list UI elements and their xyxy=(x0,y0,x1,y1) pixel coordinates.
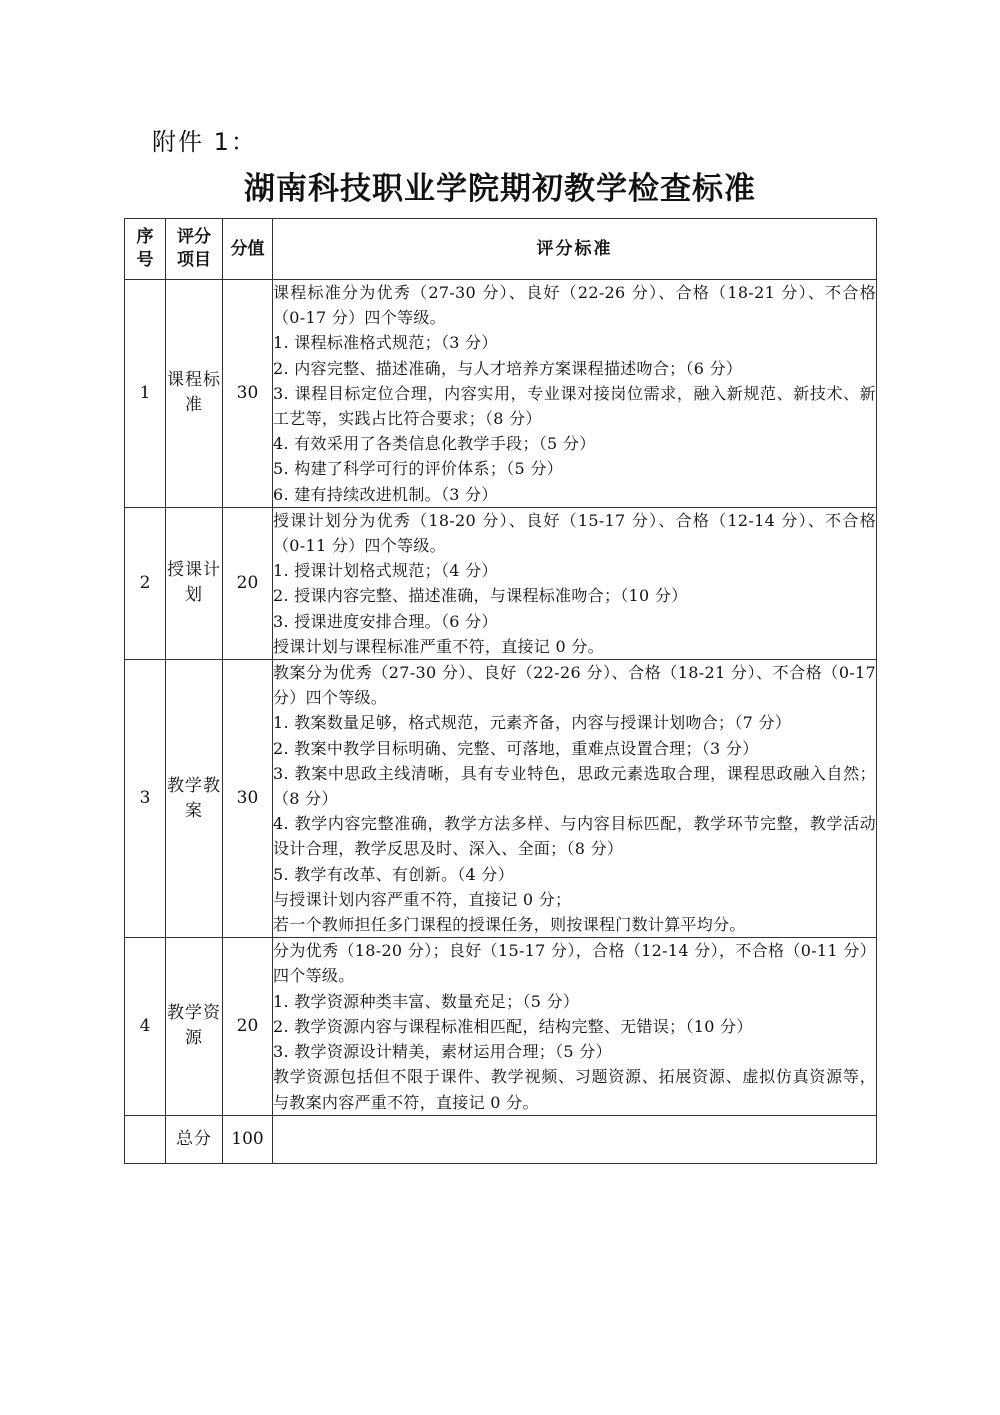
criteria-line: 1. 授课计划格式规范；（4 分） xyxy=(273,561,498,581)
criteria-line: 分为优秀（18-20 分）；良好（15-17 分），合格（12-14 分），不合格（0-11 分）四个等级。 xyxy=(273,941,876,986)
row-criteria xyxy=(273,280,877,508)
total-index xyxy=(125,1115,166,1163)
row-item: 教学教案 xyxy=(166,660,223,938)
row-index: 4 xyxy=(125,938,166,1115)
criteria-line: 教学资源包括但不限于课件、教学视频、习题资源、拓展资源、虚拟仿真资源等，与教案内容严重不符，直接记 0 分。 xyxy=(273,1067,876,1112)
criteria-line: 5. 构建了科学可行的评价体系；（5 分） xyxy=(273,459,563,479)
total-label: 总分 xyxy=(166,1115,223,1163)
table-row xyxy=(125,280,877,508)
row-criteria xyxy=(273,938,877,1115)
row-score: 30 xyxy=(223,660,273,938)
criteria-line: 6. 建有持续改进机制。（3 分） xyxy=(273,484,498,504)
criteria-line: 教案分为优秀（27-30 分）、良好（22-26 分）、合格（18-21 分）、不合格（0-17 分）四个等级。 xyxy=(273,663,876,708)
table-header-row xyxy=(125,219,877,280)
row-item: 教学资源 xyxy=(166,938,223,1115)
criteria-line: 2. 教学资源内容与课程标准相匹配，结构完整、无错误；（10 分） xyxy=(273,1016,753,1036)
column-header-index: 序号 xyxy=(125,219,166,280)
criteria-line: 3. 授课进度安排合理。（6 分） xyxy=(273,611,498,631)
column-header-item: 评分项目 xyxy=(166,219,223,280)
row-item: 授课计划 xyxy=(166,507,223,659)
criteria-line: 5. 教学有改革、有创新。（4 分） xyxy=(273,864,515,884)
criteria-table xyxy=(124,218,877,1164)
criteria-line: 2. 教案中教学目标明确、完整、可落地，重难点设置合理；（3 分） xyxy=(273,738,759,758)
criteria-line: 与授课计划内容严重不符，直接记 0 分； xyxy=(273,889,572,909)
column-header-score: 分值 xyxy=(223,219,273,280)
row-index: 2 xyxy=(125,507,166,659)
table-row xyxy=(125,507,877,659)
total-score: 100 xyxy=(223,1115,273,1163)
criteria-line: 2. 授课内容完整、描述准确，与课程标准吻合；（10 分） xyxy=(273,586,688,606)
row-index: 3 xyxy=(125,660,166,938)
criteria-line: 授课计划与课程标准严重不符，直接记 0 分。 xyxy=(273,636,604,656)
row-score: 20 xyxy=(223,938,273,1115)
criteria-line: 1. 课程标准格式规范；（3 分） xyxy=(273,333,498,353)
total-criteria xyxy=(273,1115,877,1163)
criteria-line: 4. 教学内容完整准确，教学方法多样、与内容目标匹配，教学环节完整，教学活动设计合理，教学反思及时、深入、全面；（8 分） xyxy=(273,814,876,859)
criteria-line: 课程标准分为优秀（27-30 分）、良好（22-26 分）、合格（18-21 分）、不合格（0-17 分）四个等级。 xyxy=(273,283,876,328)
table-row xyxy=(125,938,877,1115)
criteria-line: 3. 教案中思政主线清晰，具有专业特色，思政元素选取合理，课程思政融入自然；（8 分） xyxy=(273,763,876,809)
row-score: 20 xyxy=(223,507,273,659)
criteria-line: 若一个教师担任多门课程的授课任务，则按课程门数计算平均分。 xyxy=(273,915,746,935)
column-header-criteria: 评分标准 xyxy=(273,219,877,280)
row-criteria xyxy=(273,660,877,938)
criteria-line: 授课计划分为优秀（18-20 分）、良好（15-17 分）、合格（12-14 分）、不合格（0-11 分）四个等级。 xyxy=(273,510,876,556)
total-row xyxy=(125,1115,877,1163)
criteria-line: 2. 内容完整、描述准确，与人才培养方案课程描述吻合；（6 分） xyxy=(273,358,743,378)
criteria-line: 3. 教学资源设计精美，素材运用合理；（5 分） xyxy=(273,1042,612,1062)
row-score: 30 xyxy=(223,280,273,508)
row-item: 课程标准 xyxy=(166,280,223,508)
criteria-line: 4. 有效采用了各类信息化教学手段；（5 分） xyxy=(273,434,596,454)
row-index: 1 xyxy=(125,280,166,508)
document-title: 湖南科技职业学院期初教学检查标准 xyxy=(244,171,756,207)
table-row xyxy=(125,660,877,938)
criteria-line: 1. 教案数量足够，格式规范，元素齐备，内容与授课计划吻合；（7 分） xyxy=(273,713,792,733)
criteria-line: 3. 课程目标定位合理，内容实用，专业课对接岗位需求，融入新规范、新技术、新工艺等，实践占比符合要求；（8 分） xyxy=(273,383,876,429)
row-criteria xyxy=(273,507,877,659)
attachment-label: 附件 1： xyxy=(152,128,257,156)
criteria-line: 1. 教学资源种类丰富、数量充足；（5 分） xyxy=(273,991,580,1011)
